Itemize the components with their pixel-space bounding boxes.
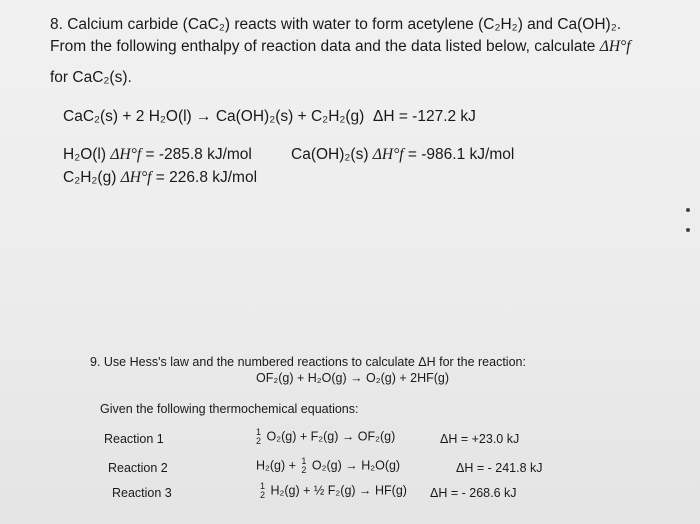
reaction-3-label: Reaction 3 bbox=[112, 486, 172, 500]
half-fraction: 1 2 bbox=[260, 481, 266, 500]
q9-target-reaction: OF₂(g) + H₂O(g) → O₂(g) + 2HF(g) bbox=[256, 371, 450, 385]
edge-dot bbox=[686, 228, 690, 232]
q9-prompt: 9. Use Hess's law and the numbered reactions to calculate ΔH for the reaction: bbox=[90, 355, 526, 369]
q9-given-label: Given the following thermochemical equations: bbox=[100, 402, 359, 416]
edge-dot bbox=[686, 208, 690, 212]
q8-data-calcium-hydroxide: Ca(OH)₂(s) ΔH°f = -986.1 kJ/mol bbox=[291, 146, 515, 163]
reaction-2-enthalpy: ΔH = - 241.8 kJ bbox=[456, 461, 543, 475]
reaction-3-equation: 1 2 H₂(g) + ½ F₂(g) → HF(g) bbox=[260, 481, 407, 500]
half-fraction: 1 2 bbox=[301, 456, 307, 475]
q8-data-water: H₂O(l) ΔH°f = -285.8 kJ/mol bbox=[63, 146, 252, 163]
q8-data-acetylene: C₂H₂(g) ΔH°f = 226.8 kJ/mol bbox=[63, 169, 258, 186]
q8-reaction: CaC₂(s) + 2 H₂O(l) → Ca(OH)₂(s) + C₂H₂(g) ΔH = -127.2 kJ bbox=[63, 108, 476, 125]
reaction-1-enthalpy: ΔH = +23.0 kJ bbox=[440, 432, 520, 446]
q8-line-1: 8. Calcium carbide (CaC₂) reacts with water to form acetylene (C₂H₂) and Ca(OH)₂. bbox=[50, 16, 622, 33]
half-fraction: 1 2 bbox=[256, 427, 262, 446]
delta-h-formation-symbol: ΔH°f bbox=[599, 38, 631, 55]
reaction-1-equation: 1 2 O₂(g) + F₂(g) → OF₂(g) bbox=[256, 427, 396, 446]
reaction-3-enthalpy: ΔH = - 268.6 kJ bbox=[430, 486, 517, 500]
q8-line-3: for CaC₂(s). bbox=[50, 69, 132, 86]
reaction-2-label: Reaction 2 bbox=[108, 461, 168, 475]
q8-line-2: From the following enthalpy of reaction data and the data listed below, calculate ΔH°f bbox=[50, 38, 631, 55]
reaction-2-equation: H₂(g) + 1 2 O₂(g) → H₂O(g) bbox=[256, 456, 401, 475]
reaction-1-label: Reaction 1 bbox=[104, 432, 164, 446]
